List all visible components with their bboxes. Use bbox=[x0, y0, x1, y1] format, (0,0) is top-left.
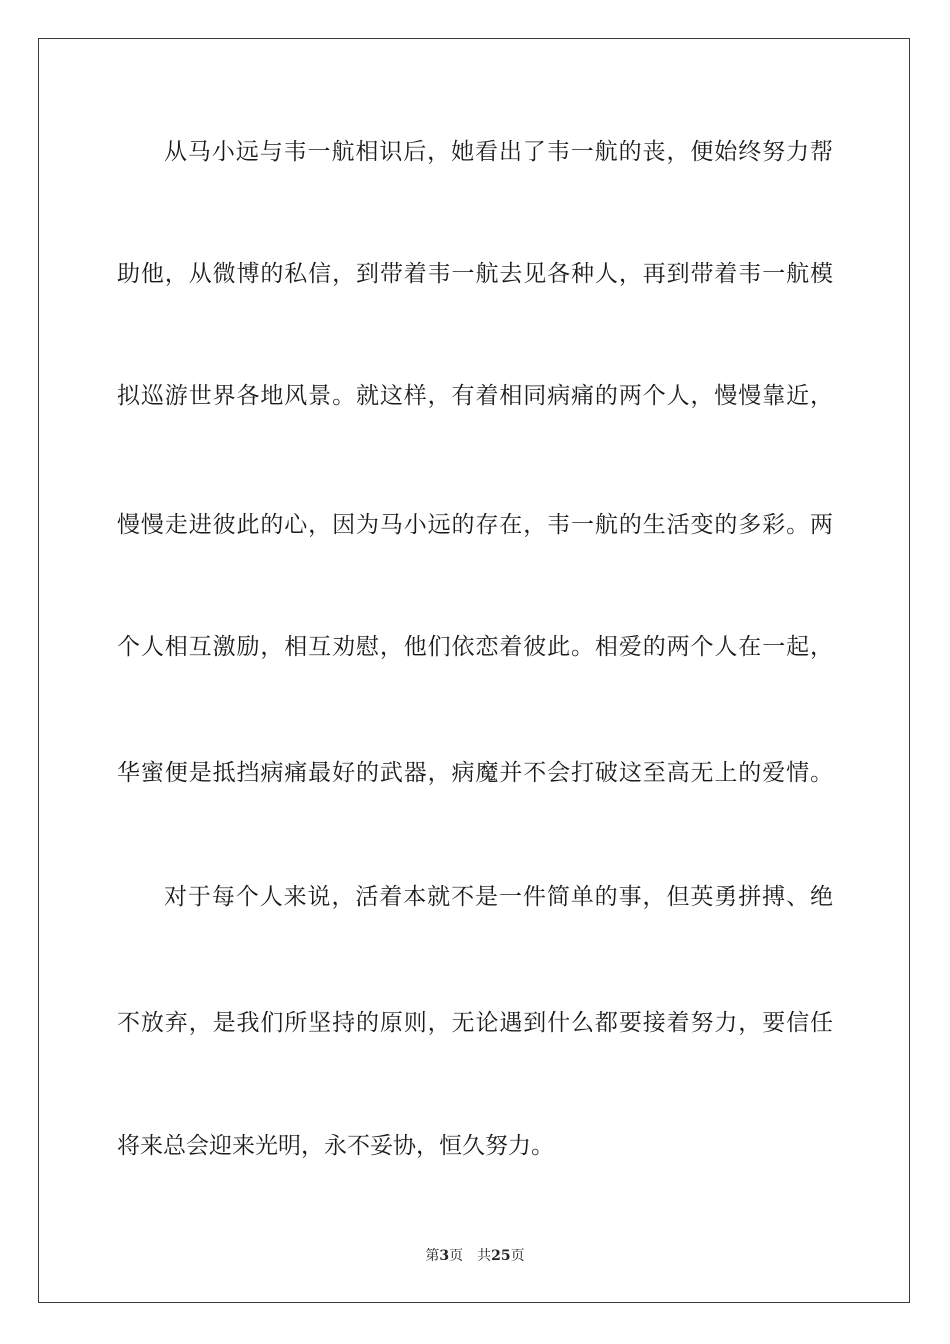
total-prefix: 共 bbox=[477, 1248, 492, 1264]
paragraph-2-line-3: 将来总会迎来光明，永不妥协，恒久努力。 bbox=[117, 1133, 554, 1159]
paragraph-2-line-2: 不放弃，是我们所坚持的原则，无论遇到什么都要接着努力，要信任 bbox=[117, 1010, 833, 1036]
total-pages: 25 bbox=[491, 1248, 511, 1264]
paragraph-2-line-1: 对于每个人来说，活着本就不是一件简单的事，但英勇拼搏、绝 bbox=[164, 884, 833, 910]
paragraph-1-line-4: 慢慢走进彼此的心，因为马小远的存在，韦一航的生活变的多彩。两 bbox=[117, 512, 833, 538]
page-prefix: 第 bbox=[425, 1248, 440, 1264]
page-suffix: 页 bbox=[449, 1248, 464, 1264]
paragraph-1-line-2: 助他，从微博的私信，到带着韦一航去见各种人，再到带着韦一航模 bbox=[117, 261, 833, 287]
page-footer bbox=[0, 1247, 950, 1265]
total-suffix: 页 bbox=[510, 1248, 525, 1264]
paragraph-1-line-1: 从马小远与韦一航相识后，她看出了韦一航的丧，便始终努力帮 bbox=[164, 139, 833, 165]
page-number: 3 bbox=[439, 1248, 450, 1264]
paragraph-1-line-6: 华蜜便是抵挡病痛最好的武器，病魔并不会打破这至高无上的爱情。 bbox=[117, 760, 833, 786]
paragraph-1-line-3: 拟巡游世界各地风景。就这样，有着相同病痛的两个人，慢慢靠近， bbox=[117, 383, 833, 409]
paragraph-1-line-5: 个人相互激励，相互劝慰，他们依恋着彼此。相爱的两个人在一起， bbox=[117, 634, 833, 660]
page-border bbox=[38, 38, 910, 1303]
